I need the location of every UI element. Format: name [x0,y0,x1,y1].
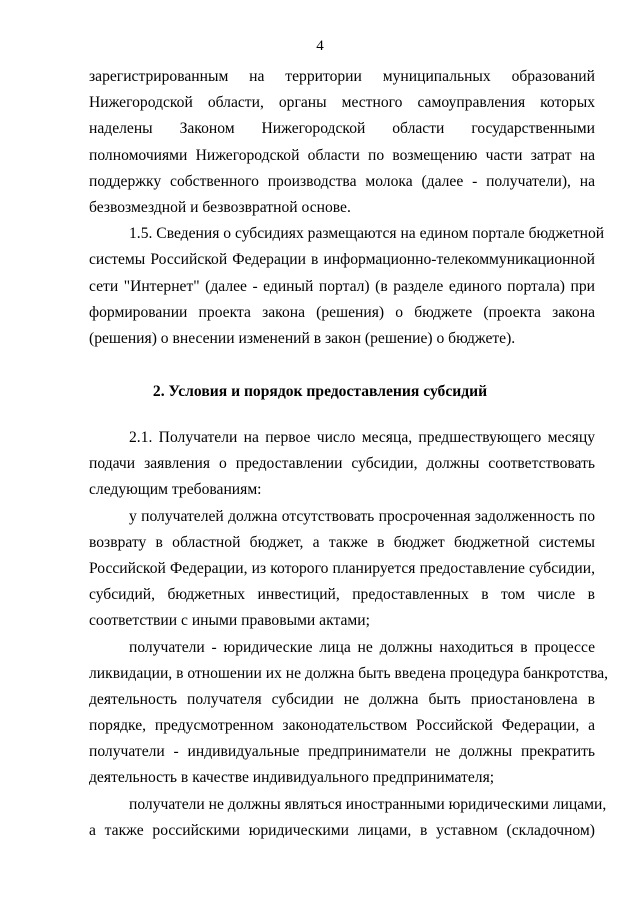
text-line: поддержку собственного производства молока (далее - получатели), на [89,172,595,190]
text-line: порядке, предусмотренном законодательством Российской Федерации, а [89,717,595,735]
paragraph-block-2 [89,425,609,844]
text-line: получатели - индивидуальные предприниматели не должны прекратить [89,743,595,761]
text-line: ликвидации, в отношении их не должна быть введена процедура банкротства, [89,664,609,682]
text-line: 2.1. Получатели на первое число месяца, предшествующего месяцу [129,429,595,446]
text-line: получатели - юридические лица не должны находиться в процессе [129,638,595,656]
page-number: 4 [316,38,324,54]
text-line: следующим требованиям: [89,481,262,499]
text-line: зарегистрированным на территории муниципальных образований [89,68,595,85]
text-line: формировании проекта закона (решения) о бюджете (проекта закона [89,303,595,321]
text-line: деятельность получателя субсидии не должна быть приостановлена в [89,690,595,708]
text-line: безвозмездной и безвозвратной основе. [89,198,351,216]
text-line: подачи заявления о предоставлении субсидии, должны соответствовать [89,455,595,473]
text-line: соответствии с иными правовыми актами; [89,612,370,630]
text-line: сети "Интернет" (далее - единый портал) (в разделе единого портала) при [89,277,595,295]
text-line: Российской Федерации, из которого планируется предоставление субсидии, [89,559,595,577]
text-line: у получателей должна отсутствовать просроченная задолженность по [129,507,595,525]
text-line: Нижегородской области, органы местного самоуправления которых [89,94,595,112]
text-line: системы Российской Федерации в информационно-телекоммуникационной [89,251,595,269]
text-line: а также российскими юридическими лицами, в уставном (складочном) [89,821,595,839]
text-line: получатели не должны являться иностранными юридическими лицами, [129,795,607,813]
text-line: субсидий, бюджетных инвестиций, предоставленных в том числе в [89,586,595,604]
paragraph-block-1 [89,64,605,352]
text-line: деятельность в качестве индивидуального предпринимателя; [89,769,495,787]
text-line: (решения) о внесении изменений в закон (решение) о бюджете). [89,329,516,347]
text-line: наделены Законом Нижегородской области государственными [89,120,595,138]
text-line: 1.5. Сведения о субсидиях размещаются на едином портале бюджетной [129,225,605,243]
section-heading: 2. Условия и порядок предоставления субсидий [152,383,488,400]
text-line: полномочиями Нижегородской области по возмещению части затрат на [89,146,595,164]
text-line: возврату в областной бюджет, а также в бюджет бюджетной системы [89,533,595,551]
